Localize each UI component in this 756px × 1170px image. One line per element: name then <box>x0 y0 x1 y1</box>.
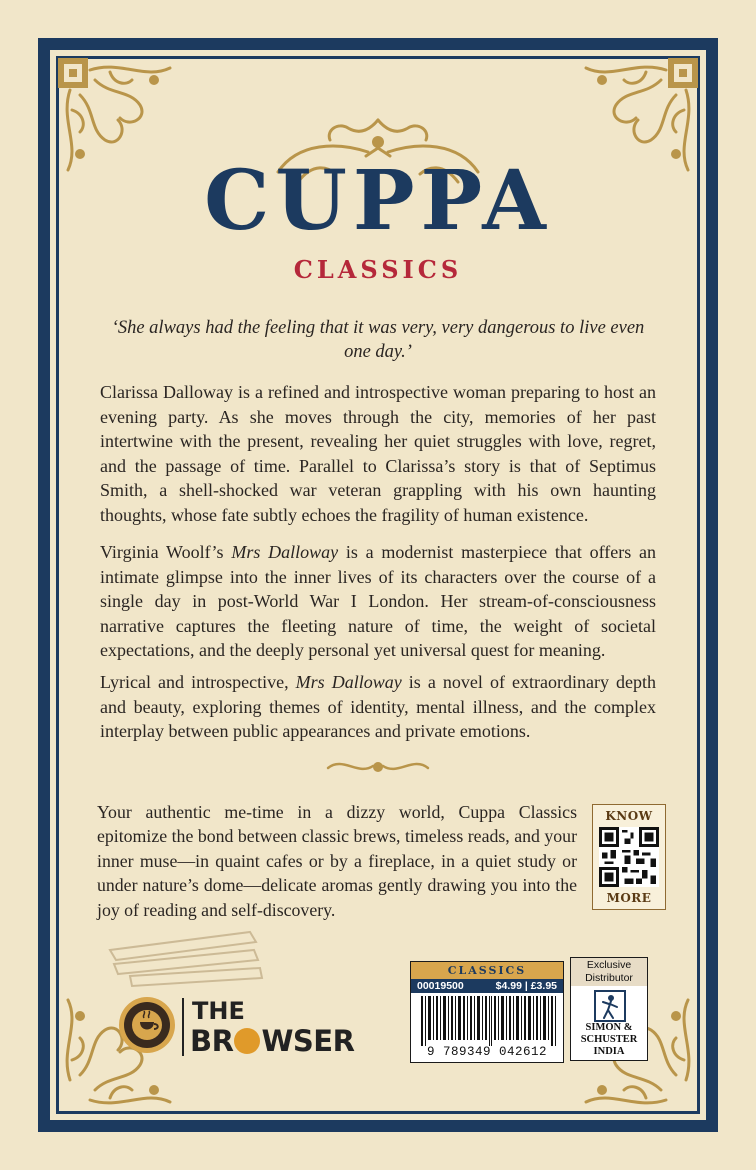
brand-subtitle: CLASSICS <box>293 255 463 284</box>
barcode-header: CLASSICS <box>411 962 563 979</box>
qr-bottom-label: MORE <box>606 891 652 905</box>
blurb-paragraph-3 <box>100 670 656 744</box>
barcode-info <box>411 979 563 993</box>
distributor-label-line: Distributor <box>585 972 633 984</box>
isbn-number: 9 789349 042612 <box>426 1045 548 1059</box>
book-title-italic: Mrs Dalloway <box>231 542 339 562</box>
series-promo-text: Your authentic me-time in a dizzy world, Cuppa Classics epitomize the bond between classic brews, timeless reads, and your inner muse—in quaint cafes or by a fireplace, in a quiet study or under nature’s dome—delicate aromas gently drawing you into the joy of reading and self-discovery. <box>97 802 577 920</box>
blurb-text: Virginia Woolf’s <box>100 542 232 562</box>
product-code: 00019500 <box>417 980 464 992</box>
barcode-bars-icon <box>421 996 561 1046</box>
blurb-paragraph-1: Clarissa Dalloway is a refined and introspective woman preparing to host an evening party. As she moves through the city, memories of her past intertwine with the present, revealing her quiet struggles with love, regret, and the passage of time. Parallel to Clarissa’s story is that of Septimus Smith, a shell-shocked war veteran grappling with his own haunting thoughts, whose fate subtly echoes the fragility of human existence. <box>100 382 656 525</box>
cinnamon-sticks-icon <box>100 920 270 990</box>
publisher-logo <box>190 1024 354 1058</box>
cuppa-classics-seal-icon <box>118 996 176 1054</box>
qr-top-label: KNOW <box>605 809 653 823</box>
blurb-paragraph-2 <box>100 540 656 663</box>
qr-code-icon <box>599 827 659 887</box>
coffee-cup-icon <box>234 1028 260 1054</box>
publisher-the: THE <box>192 997 245 1025</box>
brand-title: CUPPA <box>204 153 552 249</box>
distributor-name-line: SCHUSTER <box>580 1034 638 1045</box>
distributor-label <box>571 958 647 986</box>
sower-logo-icon <box>594 990 626 1022</box>
publisher-name-part: BR <box>190 1024 234 1058</box>
blurb-text: is a novel of extraordinary depth and beauty, exploring themes of identity, mental illness, and the complex interplay between public appearances and private emotions. <box>100 672 657 742</box>
price: $4.99 | £3.95 <box>495 980 557 992</box>
distributor-box <box>570 957 648 1061</box>
publisher-name-part: WSER <box>261 1024 355 1058</box>
distributor-name-line: SIMON & <box>585 1022 633 1033</box>
distributor-label-line: Exclusive <box>586 959 632 971</box>
book-quote: ‘She always had the feeling that it was very, very dangerous to live even one day.’ <box>111 318 645 362</box>
blurb-text: is a modernist masterpiece that offers an intimate glimpse into the inner lives of its characters over the course of a single day in post-World War I London. Her stream-of-consciousness narrative captures the fleeting nature of time, the weight of societal expectations, and the deeply personal yet universal quest for meaning. <box>100 542 656 661</box>
logo-divider <box>182 998 184 1056</box>
qr-code-box[interactable] <box>592 804 666 910</box>
divider-ornament-icon <box>318 754 438 780</box>
barcode-box <box>410 961 564 1063</box>
blurb-text: Lyrical and introspective, <box>100 672 296 692</box>
distributor-name <box>571 1022 647 1058</box>
distributor-name-line: INDIA <box>593 1046 625 1057</box>
book-title-italic: Mrs Dalloway <box>295 672 402 692</box>
